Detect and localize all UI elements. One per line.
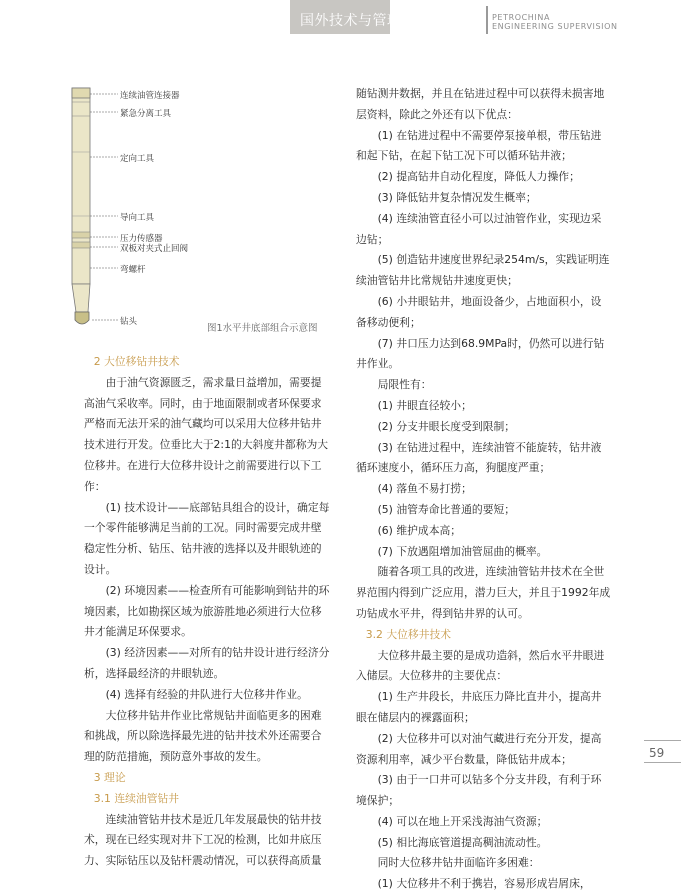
paragraph: (3) 在钻进过程中，连续油管不能旋转，钻井液循环速度小，循环压力高，狗腿度严重； [356,440,602,475]
paragraph: (2) 提高钻井自动化程度，降低人力操作； [377,170,580,184]
right-text-column [356,84,612,895]
left-text-column [84,352,332,872]
page-number-rule [644,740,681,741]
paragraph: (3) 降低钻井复杂情况发生概率； [377,190,537,204]
paragraph: (4) 连续油管直径小可以过油管作业，实现边采边钻； [356,211,602,246]
bent-motor [72,284,90,312]
paragraph: (3) 由于一口井可以钻多个分支井段，有利于环境保护； [356,773,602,808]
label-pressure-sensor: 压力传感器 [120,234,163,244]
paragraph: 由于油气资源匮乏，需求量日益增加，需要提高油气采收率。同时，由于地面限制或者环保要求严格而无法开采的油气藏均可以采用大位移井钻井技术进行开发。位垂比大于2:1的大斜度井都称为大位移井。在进行大位移井设计之前需要进行以下工作： [84,375,329,493]
paragraph: (5) 相比海底管道提高稠油流动性。 [377,835,548,849]
paragraph: (1) 大位移井不利于携岩，容易形成岩屑床， [377,877,591,891]
label-emergency-release-tool: 紧急分离工具 [120,109,172,119]
paragraph: 局限性有： [377,378,432,392]
paragraph: 随着各项工具的改进，连续油管钻井技术在全世界范围内得到广泛应用，潜力巨大，并且于1992年成功钻成水平井，得到钻井界的认可。 [356,565,611,620]
paragraph: (5) 创造钻井速度世界纪录254m/s，实践证明连续油管钻井比常规钻井速度更快； [356,253,610,288]
bha-diagram [60,80,340,340]
paragraph: (3) 经济因素——对所有的钻井设计进行经济分析，选择最经济的井眼轨迹。 [84,646,330,680]
paragraph: (7) 井口压力达到68.9MPa时，仍然可以进行钻井作业。 [356,336,605,371]
label-drill-bit: 钻头 [120,317,138,327]
subsection-heading: 3.2 大位移井技术 [365,627,452,641]
page-number-rule [644,762,681,763]
journal-name-en-line1: PETROCHINA [492,13,551,22]
drill-bit [75,312,89,324]
check-valve-segment [72,242,90,248]
paragraph: (4) 落鱼不易打捞； [377,482,472,496]
paragraph: (2) 大位移井可以对油气藏进行充分开发，提高资源利用率，减少平台数量，降低钻井成本； [356,731,602,766]
paragraph: (2) 环境因素——检查所有可能影响到钻井的环境因素，比如勘探区域为旅游胜地必须进行大位移井才能满足环保要求。 [84,583,330,639]
paragraph: (4) 可以在地上开采浅海油气资源； [377,814,548,828]
paragraph: 大位移井钻井作业比常规钻井面临更多的困难和挑战，所以除选择最先进的钻井技术外还需要合理的防范措施，预防意外事故的发生。 [84,708,322,764]
paragraph: (1) 技术设计——底部钻具组合的设计，确定每一个零件能够满足当前的工况。同时需要完成井壁稳定性分析、钻压、钻井液的选择以及井眼轨迹的设计。 [84,500,330,576]
tool-string-body [72,88,90,284]
journal-name-en [492,13,618,31]
paragraph: 同时大位移井钻井面临许多困难： [377,856,540,870]
pressure-sensor-segment [72,232,90,238]
bha-figure [60,80,340,340]
subsection-heading: 3.1 连续油管钻井 [93,791,180,805]
paragraph: (6) 小井眼钻井，地面设备少，占地面积小，设备移动便利； [356,294,602,329]
paragraph: 大位移井最主要的是成功造斜，然后水平井眼进入储层。大位移井的主要优点： [356,648,605,683]
journal-section-title: 国外技术与管理 [300,13,402,29]
section-heading: 3 理论 [93,770,126,784]
paragraph: (5) 油管寿命比普通的要短； [377,502,516,516]
connector-segment [72,88,90,98]
figure-caption: 图1水平井底部组合示意图 [207,323,318,334]
section-heading: 2 大位移钻井技术 [93,355,180,368]
label-orientation-tool: 定向工具 [120,154,155,164]
label-steering-tool: 导向工具 [120,213,155,223]
header-divider [486,6,488,34]
label-coiled-tubing-connector: 连续油管连接器 [120,91,180,101]
paragraph: (7) 下放遇阻增加油管屈曲的概率。 [377,544,548,558]
paragraph: 连续油管钻井技术是近几年发展最快的钻井技术，现在已经实现对井下工况的检测，比如井底压力、实际钻压以及钻杆震动情况，可以获得高质量 [84,812,322,868]
label-bent-motor: 弯螺杆 [120,265,146,275]
paragraph: (1) 生产井段长，井底压力降比直井小，提高井眼在储层内的裸露面积； [356,690,602,724]
paragraph: (2) 分支井眼长度受到限制； [377,419,516,433]
paragraph: (6) 维护成本高； [377,523,462,537]
page-number: 59 [649,746,665,760]
label-check-valve: 双板对夹式止回阀 [120,244,189,254]
paragraph: (1) 井眼直径较小； [377,398,472,412]
paragraph: (4) 选择有经验的井队进行大位移井作业。 [105,687,308,701]
journal-name-en-line2: ENGINEERING SUPERVISION [492,22,618,31]
paragraph: (1) 在钻进过程中不需要停泵接单根，带压钻进和起下钻，在起下钻工况下可以循环钻井液； [356,128,602,163]
paragraph: 随钻测井数据，并且在钻进过程中可以获得未损害地层资料，除此之外还有以下优点： [356,87,605,121]
